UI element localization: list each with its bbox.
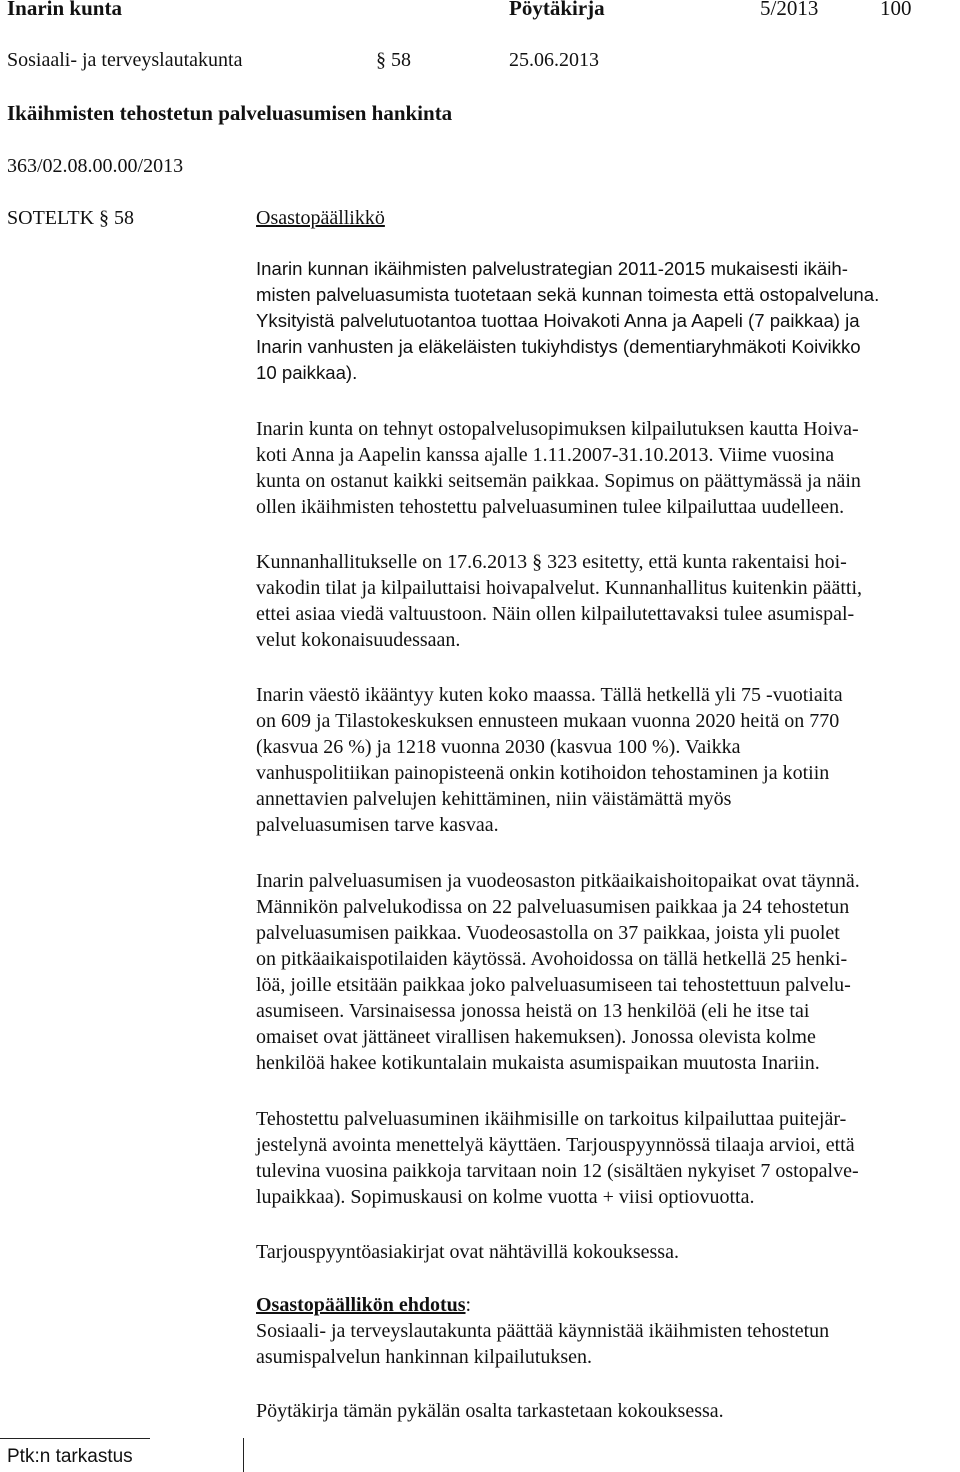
- line: palveluasumisen tarve kasvaa.: [256, 814, 499, 836]
- line: palveluasumisen paikkaa. Vuodeosastolla on 37 paikkaa, joista yli puolet: [256, 922, 840, 944]
- line: löä, joille etsitään paikkaa joko palveluasumiseen tai tehostettuun palvelu-: [256, 974, 851, 996]
- subject-title: Ikäihmisten tehostetun palveluasumisen hankinta: [7, 101, 453, 125]
- line: on 609 ja Tilastokeskuksen ennusteen mukaan vuonna 2020 heitä on 770: [256, 710, 840, 732]
- line: asumispalvelun hankinnan kilpailutuksen.: [256, 1346, 593, 1368]
- line: Sosiaali- ja terveyslautakunta päättää käynnistää ikäihmisten tehostetun: [256, 1320, 830, 1342]
- page-number: 100: [880, 0, 912, 20]
- section-number: § 58: [376, 49, 411, 71]
- paragraph-2: [256, 416, 956, 520]
- meeting-date: 25.06.2013: [509, 49, 599, 71]
- line: Yksityistä palvelutuotantoa tuottaa Hoivakoti Anna ja Aapeli (7 paikkaa) ja: [256, 310, 860, 331]
- paragraph-5: [256, 868, 956, 1076]
- line: Kunnanhallitukselle on 17.6.2013 § 323 esitetty, että kunta rakentaisi hoi-: [256, 551, 847, 573]
- line: on pitkäaikaispotilaiden käytössä. Avohoidossa on tällä hetkellä 25 henki-: [256, 948, 848, 970]
- line: Pöytäkirja tämän pykälän osalta tarkastetaan kokouksessa.: [256, 1400, 724, 1422]
- line: annettavien palvelujen kehittäminen, niin väistämättä myös: [256, 788, 732, 810]
- line: jestelynä avointa menettelyä käyttäen. Tarjouspyynnössä tilaaja arvioi, että: [256, 1134, 855, 1156]
- line: kunta on ostanut kaikki seitsemän paikkaa. Sopimus on päättymässä ja näin: [256, 470, 861, 492]
- line: (kasvua 26 %) ja 1218 vuonna 2030 (kasvua 100 %). Vaikka: [256, 736, 741, 758]
- line: koti Anna ja Aapelin kanssa ajalle 1.11.2007-31.10.2013. Viime vuosina: [256, 444, 835, 466]
- paragraph-4: [256, 682, 956, 838]
- section-id: SOTELTK § 58: [7, 207, 135, 229]
- line: Tehostettu palveluasuminen ikäihmisille on tarkoitus kilpailuttaa puitejär-: [256, 1108, 847, 1130]
- paragraph-6: [256, 1106, 956, 1210]
- line: Inarin kunnan ikäihmisten palvelustrategian 2011-2015 mukaisesti ikäih-: [256, 258, 848, 279]
- footer-vertical-divider: [243, 1438, 244, 1472]
- proposal-title-row: [256, 1292, 956, 1318]
- line: asumiseen. Varsinaisessa jonossa heistä on 13 henkilöä (eli he itse tai: [256, 1000, 810, 1022]
- organization-name: Inarin kunta: [7, 0, 122, 20]
- proposal-title-colon: :: [465, 1294, 472, 1316]
- line: ollen ikäihmisten tehostettu palveluasuminen tulee kilpailuttaa uudelleen.: [256, 496, 845, 518]
- line: vakodin tilat ja kilpailuttaisi hoivapalvelut. Kunnanhallitus kuitenkin päätti,: [256, 577, 862, 599]
- paragraph-1: [256, 256, 956, 386]
- line: Inarin vanhusten ja eläkeläisten tukiyhdistys (dementiaryhmäkoti Koivikko: [256, 336, 861, 357]
- line: velut kokonaisuudessaan.: [256, 629, 461, 651]
- document-type: Pöytäkirja: [509, 0, 605, 20]
- line: Männikön palvelukodissa on 22 palveluasumisen paikkaa ja 24 tehostetun: [256, 896, 850, 918]
- line: Tarjouspyyntöasiakirjat ovat nähtävillä kokouksessa.: [256, 1241, 679, 1263]
- paragraph-7: [256, 1239, 956, 1265]
- line: Inarin palveluasumisen ja vuodeosaston pitkäaikaishoitopaikat ovat täynnä.: [256, 870, 860, 892]
- line: omaiset ovat jättäneet virallisen hakemuksen). Jonossa olevista kolme: [256, 1026, 816, 1048]
- line: Inarin kunta on tehnyt ostopalvelusopimuksen kilpailutuksen kautta Hoiva-: [256, 418, 859, 440]
- line: tulevina vuosina paikkoja tarvitaan noin 12 (sisältäen nykyiset 7 ostopalve-: [256, 1160, 859, 1182]
- line: misten palveluasumista tuotetaan sekä kunnan toimesta että ostopalveluna.: [256, 284, 880, 305]
- footer-divider: [0, 1438, 150, 1439]
- closing-line: [256, 1398, 956, 1424]
- line: vanhuspolitiikan painopisteenä onkin kotihoidon tehostaminen ja kotiin: [256, 762, 830, 784]
- footer-review-label: Ptk:n tarkastus: [7, 1446, 133, 1467]
- line: ettei asiaa viedä valtuustoon. Näin ollen kilpailutettavaksi tulee asumispal-: [256, 603, 855, 625]
- presenter-role: Osastopäällikkö: [256, 207, 385, 229]
- line: henkilöä hakee kotikuntalain mukaista asumispaikan muutosta Inariin.: [256, 1052, 820, 1074]
- proposal-block: [256, 1292, 956, 1370]
- paragraph-3: [256, 549, 956, 653]
- board-name: Sosiaali- ja terveyslautakunta: [7, 49, 243, 71]
- register-number: 363/02.08.00.00/2013: [7, 155, 184, 177]
- document-number: 5/2013: [760, 0, 819, 20]
- line: 10 paikkaa).: [256, 362, 358, 383]
- line: lupaikkaa). Sopimuskausi on kolme vuotta + viisi optiovuotta.: [256, 1186, 755, 1208]
- line: Inarin väestö ikääntyy kuten koko maassa. Tällä hetkellä yli 75 -vuotiaita: [256, 684, 843, 706]
- proposal-title: Osastopäällikön ehdotus: [256, 1294, 466, 1316]
